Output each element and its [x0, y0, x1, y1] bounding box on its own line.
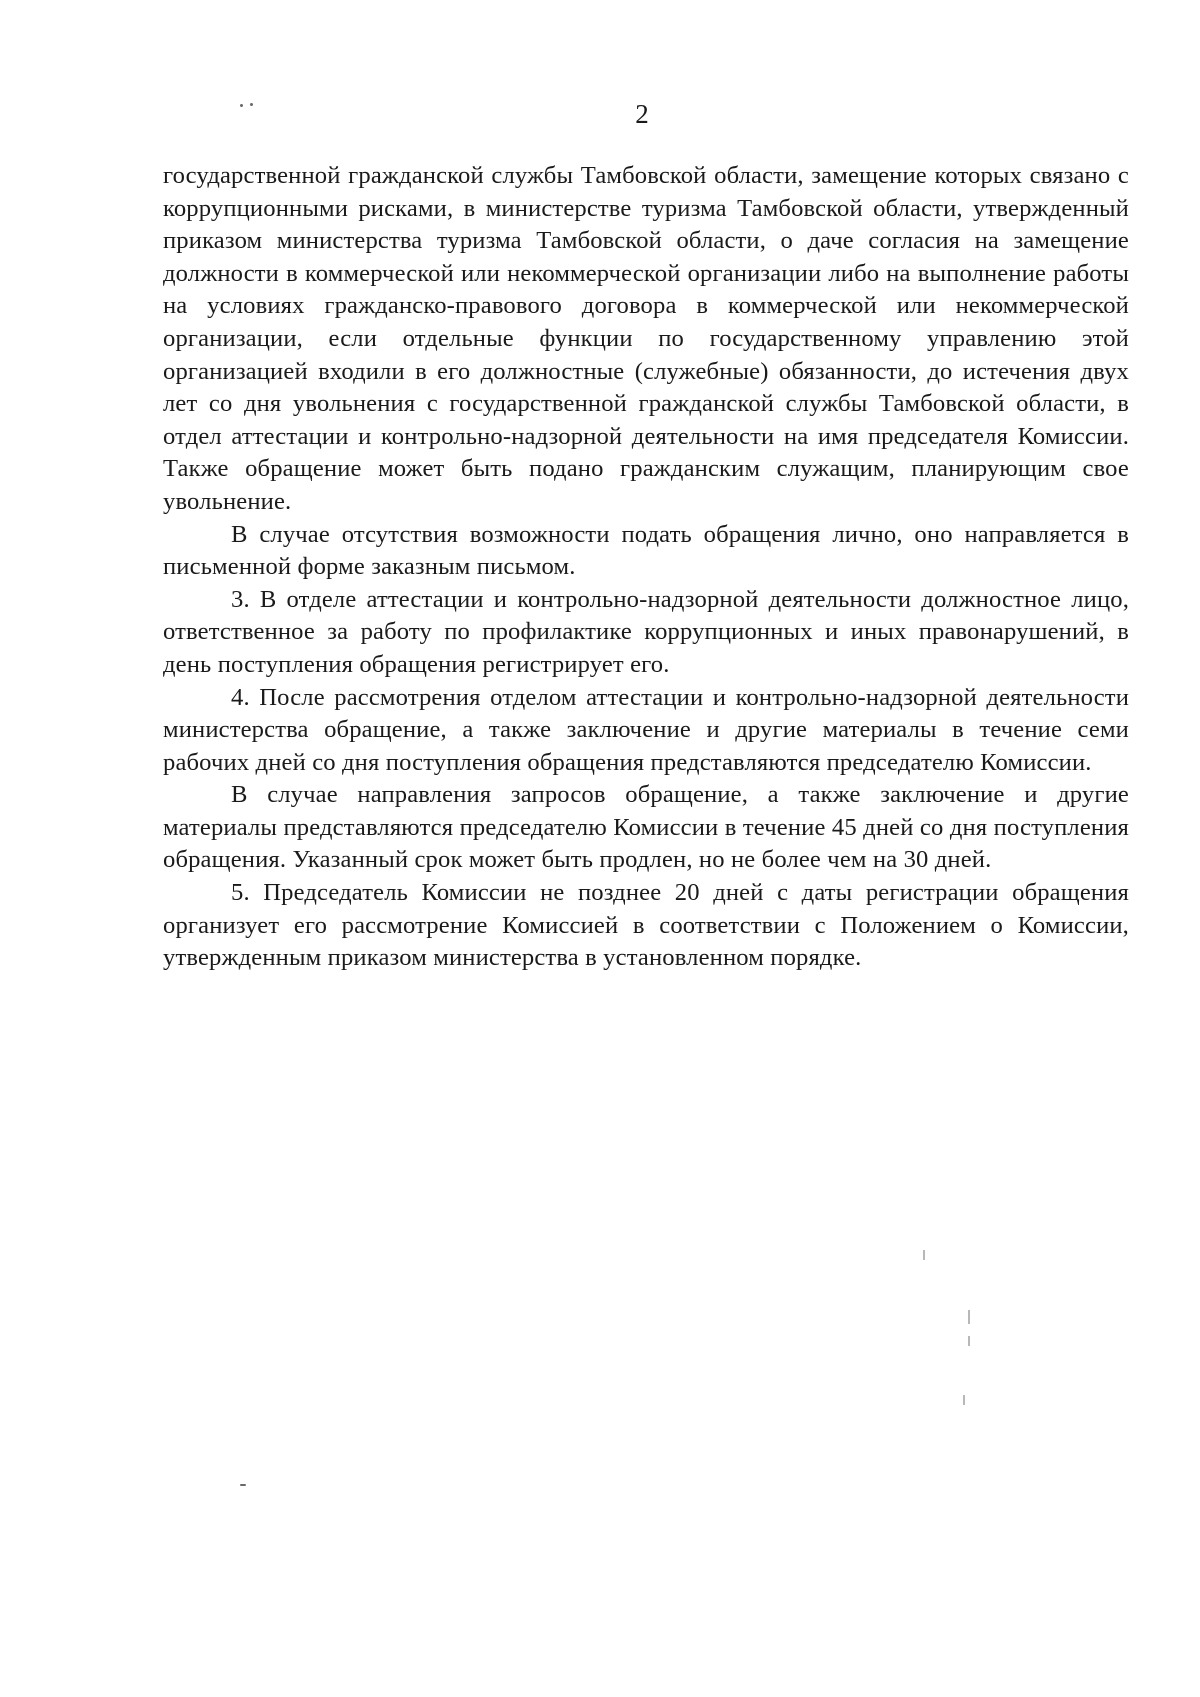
document-body — [163, 160, 1129, 975]
paragraph-requests-deadline: В случае направления запросов обращение, а также заключение и другие материалы представляются председателю Комиссии в течение 45 дней со дня поступления обращения. Указанный срок может быть продлен, но не более чем на 30 дней. — [163, 781, 1129, 874]
scan-mark — [923, 1250, 925, 1260]
paragraph-postal-submission: В случае отсутствия возможности подать обращения лично, оно направляется в письменной форме заказным письмом. — [163, 520, 1129, 581]
paragraph-continuation: государственной гражданской службы Тамбовской области, замещение которых связано с коррупционными рисками, в министерстве туризма Тамбовской области, утвержденный приказом министерства туризма Тамбовской области, о даче согласия на замещение должности в коммерческой или некоммерческой организации либо на выполнение работы на условиях гражданско-правового договора в коммерческой или некоммерческой организации, если отдельные функции по государственному управлению этой организацией входили в его должностные (служебные) обязанности, до истечения двух лет со дня увольнения с государственной гражданской службы Тамбовской области, в отдел аттестации и контрольно-надзорной деятельности на имя председателя Комиссии. Также обращение может быть подано гражданским служащим, планирующим свое увольнение. — [163, 162, 1129, 515]
scan-mark — [968, 1310, 970, 1324]
scan-speck — [240, 1484, 246, 1486]
paragraph-item-3: 3. В отделе аттестации и контрольно-надзорной деятельности должностное лицо, ответственное за работу по профилактике коррупционных и иных правонарушений, в день поступления обращения регистрирует его. — [163, 585, 1129, 678]
paragraph-item-4: 4. После рассмотрения отделом аттестации и контрольно-надзорной деятельности министерства обращение, а также заключение и другие материалы в течение семи рабочих дней со дня поступления обращения представляются председателю Комиссии. — [163, 683, 1129, 776]
paragraph-item-5: 5. Председатель Комиссии не позднее 20 дней с даты регистрации обращения организует его рассмотрение Комиссией в соответствии с Положением о Комиссии, утвержденным приказом министерства в установленном порядке. — [163, 879, 1129, 972]
scan-mark — [968, 1336, 970, 1346]
scan-mark — [963, 1395, 965, 1405]
page-number: 2 — [635, 99, 649, 129]
